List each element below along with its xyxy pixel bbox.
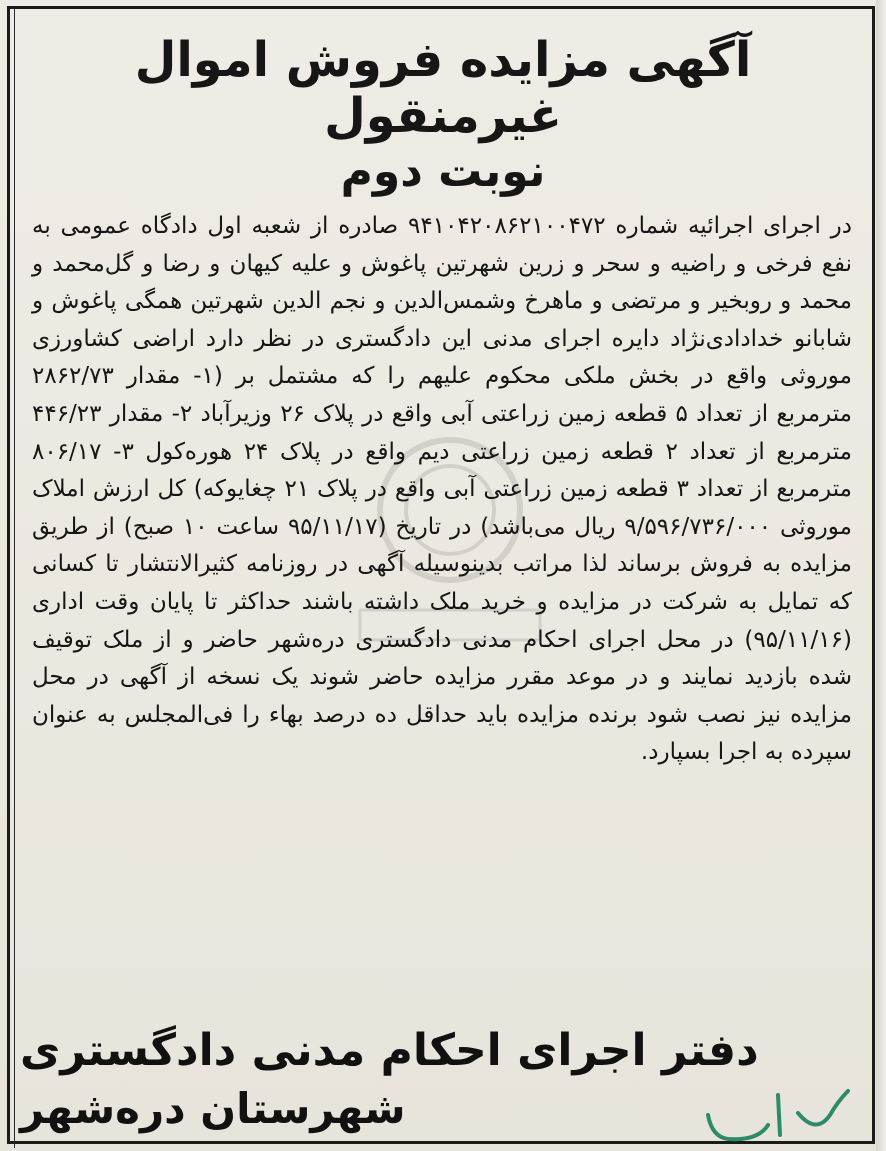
notice-body: در اجرای اجرائیه شماره ۹۴۱۰۴۲۰۸۶۲۱۰۰۴۷۲ صادره از شعبه اول دادگاه عمومی به نفع فرخی و راضیه و سحر و زرین شهرتین پاغوش و علیه کیهان و رضا و گل‌محمد و محمد و روبخیر و مرتضی و ماهرخ وشمس‌الدین و نجم الدین شهرتین همگی پاغوش و شابانو خدادادی‌نژاد دایره اجرای مدنی این دادگستری در نظر دارد اراضی کشاورزی موروثی واقع در بخش ملکی محکوم علیهم را که مشتمل بر (۱- مقدار ۲۸۶۲/۷۳ مترمربع از تعداد ۵ قطعه زمین زراعتی آبی واقع در پلاک ۲۶ وزیرآباد ۲- مقدار ۴۴۶/۲۳ مترمربع از تعداد ۲ قطعه زمین زراعتی دیم واقع در پلاک ۲۴ هوره‌کول ۳- ۸۰۶/۱۷ مترمربع از تعداد ۳ قطعه زمین زراعتی آبی واقع در پلاک ۲۱ چغایوکه) کل ارزش املاک موروثی ۹/۵۹۶/۷۳۶/۰۰۰ ریال می‌باشد) در تاریخ (۹۵/۱۱/۱۷ ساعت ۱۰ صبح) از طریق مزایده به فروش برساند لذا مراتب بدینوسیله آگهی در روزنامه کثیرالانتشار تا کسانی که تمایل به شرکت در مزایده و خرید ملک داشته باشند حداکثر تا پایان وقت اداری (۹۵/۱۱/۱۶) در محل اجرای احکام مدنی دادگستری دره‌شهر حاضر و از ملک توقیف شده بازدید نمایند و در موعد مقرر مزایده حاضر شوند یک نسخه از آگهی در محل مزایده نیز نصب شود برنده مزایده باید حداقل ده درصد بهاء را فی‌المجلس به عنوان سپرده به اجرا بسپارد. (32, 213, 852, 766)
issuer-office: دفتر اجرای احکام مدنی دادگستری (20, 1025, 759, 1076)
issuer-city: شهرستان دره‌شهر (20, 1084, 406, 1133)
notice-subtitle: نوبت دوم (340, 146, 546, 197)
handwritten-number-mark (698, 1085, 858, 1145)
issuer-signature (20, 1022, 780, 1138)
notice-title: آگهی مزایده فروش اموال غیرمنقول (134, 32, 752, 144)
paper-edge (876, 0, 886, 1151)
auction-notice (26, 32, 860, 772)
